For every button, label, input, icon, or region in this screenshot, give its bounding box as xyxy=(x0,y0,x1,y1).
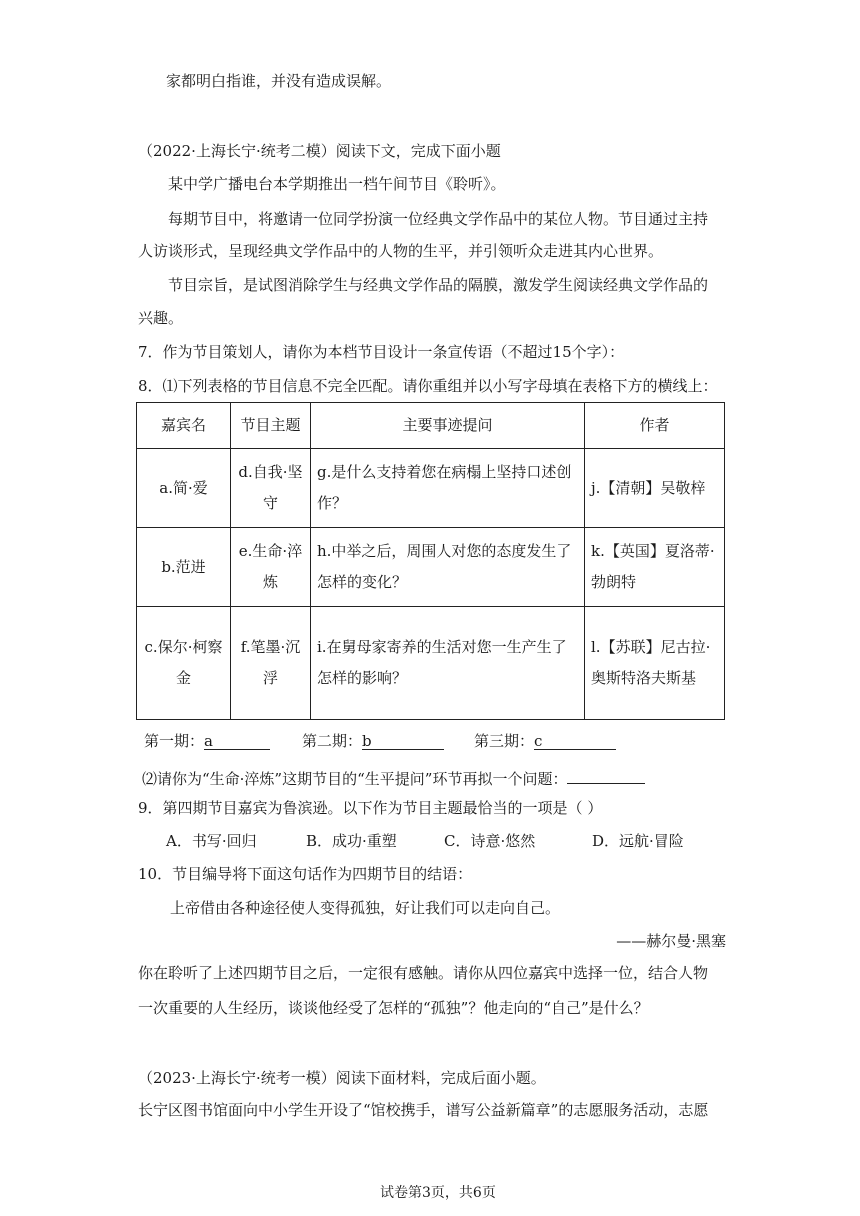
cell-theme: f.笔墨·沉浮 xyxy=(231,607,311,720)
header-theme: 节目主题 xyxy=(231,403,311,449)
period-1-answer[interactable]: a xyxy=(204,734,270,750)
cell-question: h.中举之后，周围人对您的态度发生了怎样的变化？ xyxy=(311,528,585,607)
period-3 xyxy=(474,734,616,750)
table-row xyxy=(137,607,725,720)
cell-author: l.【苏联】尼古拉·奥斯特洛夫斯基 xyxy=(585,607,725,720)
hesse-quote: 上帝借由各种途径使人变得孤独，好让我们可以走向自己。 xyxy=(170,899,561,917)
continued-text: 家都明白指谁，并没有造成误解。 xyxy=(166,72,392,90)
option-c[interactable]: C．诗意·悠然 xyxy=(444,832,536,850)
cell-guest: a.简·爱 xyxy=(137,449,231,528)
cell-theme: e.生命·淬炼 xyxy=(231,528,311,607)
cell-guest: c.保尔·柯察金 xyxy=(137,607,231,720)
option-b[interactable]: B．成功·重塑 xyxy=(306,832,397,850)
source-note-1: （2022·上海长宁·统考二模）阅读下文，完成下面小题 xyxy=(138,142,501,160)
cell-question: g.是什么支持着您在病榻上坚持口述创作？ xyxy=(311,449,585,528)
question-9: 9．第四期节目嘉宾为鲁滨逊。以下作为节目主题最恰当的一项是（ ） xyxy=(138,799,603,817)
material-p1: 长宁区图书馆面向中小学生开设了“馆校携手，谱写公益新篇章”的志愿服务活动，志愿 xyxy=(138,1101,709,1119)
cell-theme: d.自我·坚守 xyxy=(231,449,311,528)
cell-guest: b.范进 xyxy=(137,528,231,607)
period-2-answer[interactable]: b xyxy=(362,734,444,750)
period-3-answer[interactable]: c xyxy=(534,734,616,750)
cell-author: j.【清朝】吴敬梓 xyxy=(585,449,725,528)
question-8-2-blank[interactable] xyxy=(567,767,645,784)
table-row xyxy=(137,528,725,607)
header-author: 作者 xyxy=(585,403,725,449)
option-d[interactable]: D．远航·冒险 xyxy=(592,832,684,850)
question-8: 8．⑴下列表格的节目信息不完全匹配。请你重组并以小写字母填在表格下方的横线上： xyxy=(138,377,718,395)
table-row xyxy=(137,449,725,528)
passage-p1: 某中学广播电台本学期推出一档午间节目《聆听》。 xyxy=(168,175,506,193)
question-10-body-2: 一次重要的人生经历，谈谈他经受了怎样的“孤独”？他走向的“自己”是什么？ xyxy=(138,999,649,1017)
passage-p2b: 人访谈形式，呈现经典文学作品中的人物的生平，并引领听众走进其内心世界。 xyxy=(138,242,664,260)
cell-question: i.在舅母家寄养的生活对您一生产生了怎样的影响？ xyxy=(311,607,585,720)
question-8-2-text: ⑵请你为“生命·淬炼”这期节目的“生平提问”环节再拟一个问题： xyxy=(142,770,568,788)
passage-p3b: 兴趣。 xyxy=(138,309,184,327)
question-10-body-1: 你在聆听了上述四期节目之后，一定很有感触。请你从四位嘉宾中选择一位，结合人物 xyxy=(138,964,709,982)
page-footer: 试卷第3页，共6页 xyxy=(380,1185,496,1201)
period-2 xyxy=(302,734,444,750)
question-8-2 xyxy=(142,767,645,787)
period-2-label: 第二期： xyxy=(302,732,363,750)
period-1-label: 第一期： xyxy=(144,732,205,750)
option-a[interactable]: A．书写·回归 xyxy=(166,832,257,850)
cell-author: k.【英国】夏洛蒂·勃朗特 xyxy=(585,528,725,607)
period-3-label: 第三期： xyxy=(474,732,535,750)
passage-p2a: 每期节目中，将邀请一位同学扮演一位经典文学作品中的某位人物。节目通过主持 xyxy=(168,210,709,228)
quote-author: ——赫尔曼·黑塞 xyxy=(616,932,726,950)
period-1 xyxy=(144,734,270,750)
source-note-2: （2023·上海长宁·统考一模）阅读下面材料，完成后面小题。 xyxy=(138,1069,546,1087)
passage-p3a: 节目宗旨，是试图消除学生与经典文学作品的隔膜，激发学生阅读经典文学作品的 xyxy=(168,276,709,294)
question-7: 7．作为节目策划人，请你为本档节目设计一条宣传语（不超过15个字）： xyxy=(138,343,625,361)
header-question: 主要事迹提问 xyxy=(311,403,585,449)
table-header-row xyxy=(137,403,725,449)
header-guest: 嘉宾名 xyxy=(137,403,231,449)
question-10: 10．节目编导将下面这句话作为四期节目的结语： xyxy=(138,865,473,883)
program-table xyxy=(136,402,725,720)
